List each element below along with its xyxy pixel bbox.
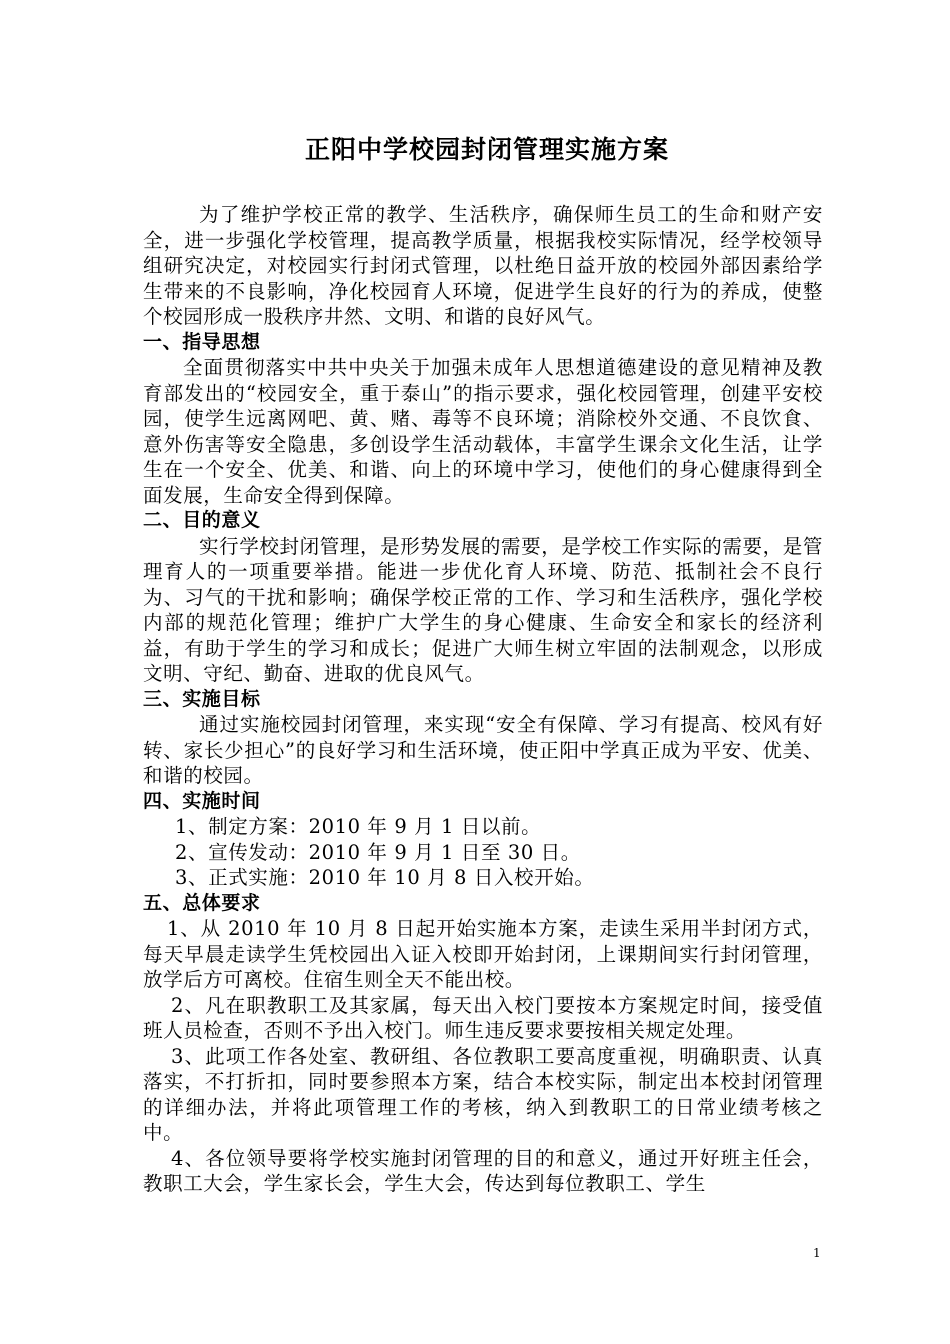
section-heading-goals: 三、实施目标	[143, 687, 261, 710]
schedule-item: 2、宣传发动：2010 年 9 月 1 日至 30 日。	[175, 840, 581, 864]
document-title: 正阳中学校园封闭管理实施方案	[304, 135, 669, 164]
section-body-goals: 通过实施校园封闭管理，来实现“安全有保障、学习有提高、校风有好转、家长少担心”的良好学习和生活环境，使正阳中学真正成为平安、优美、和谐的校园。	[143, 713, 823, 787]
document-body	[143, 130, 823, 1197]
requirement-paragraph: 3、此项工作各处室、教研组、各位教职工要高度重视，明确职责、认真落实，不打折扣，同时要参照本方案，结合本校实际，制定出本校封闭管理的详细办法，并将此项管理工作的考核，纳入到教职工的日常业绩考核之中。	[143, 1044, 823, 1144]
section-heading-purpose: 二、目的意义	[143, 509, 261, 531]
requirement-paragraph: 2、凡在职教职工及其家属，每天出入校门要按本方案规定时间，接受值班人员检查，否则不予出入校门。师生违反要求要按相关规定处理。	[143, 993, 823, 1042]
requirement-paragraph: 1、从 2010 年 10 月 8 日起开始实施本方案，走读生采用半封闭方式，每天早晨走读学生凭校园出入证入校即开始封闭，上课期间实行封闭管理，放学后方可离校。住宿生则全天不能出校。	[143, 917, 823, 991]
section-heading-guiding-ideology: 一、指导思想	[143, 330, 261, 353]
section-heading-requirements: 五、总体要求	[143, 891, 261, 914]
requirement-paragraph: 4、各位领导要将学校实施封闭管理的目的和意义，通过开好班主任会，教职工大会，学生家长会，学生大会，传达到每位教职工、学生	[143, 1146, 823, 1195]
intro-paragraph: 为了维护学校正常的教学、生活秩序，确保师生员工的生命和财产安全，进一步强化学校管理，提高教学质量，根据我校实际情况，经学校领导组研究决定，对校园实行封闭式管理，以杜绝日益开放的校园外部因素给学生带来的不良影响，净化校园育人环境，促进学生良好的行为的养成，使整个校园形成一股秩序井然、文明、和谐的良好风气。	[143, 203, 823, 328]
section-heading-schedule: 四、实施时间	[143, 789, 261, 812]
page-number: 1	[813, 1246, 821, 1260]
section-body-purpose: 实行学校封闭管理，是形势发展的需要，是学校工作实际的需要，是管理育人的一项重要举措。能进一步优化育人环境、防范、抵制社会不良行为、习气的干扰和影响；确保学校正常的工作、学习和生活秩序，强化学校内部的规范化管理；维护广大学生的身心健康、生命安全和家长的经济利益，有助于学生的学习和成长；促进广大师生树立牢固的法制观念，以形成文明、守纪、勤奋、进取的优良风气。	[143, 534, 823, 685]
schedule-item: 3、正式实施：2010 年 10 月 8 日入校开始。	[175, 866, 595, 889]
schedule-item: 1、制定方案：2010 年 9 月 1 日以前。	[175, 815, 542, 838]
section-body-guiding-ideology: 全面贯彻落实中共中央关于加强未成年人思想道德建设的意见精神及教育部发出的“校园安全，重于泰山”的指示要求，强化校园管理，创建平安校园，使学生远离网吧、黄、赌、毒等不良环境；消除校外交通、不良饮食、意外伤害等安全隐患，多创设学生活动载体，丰富学生课余文化生活，让学生在一个安全、优美、和谐、向上的环境中学习，使他们的身心健康得到全面发展，生命安全得到保障。	[143, 356, 823, 507]
